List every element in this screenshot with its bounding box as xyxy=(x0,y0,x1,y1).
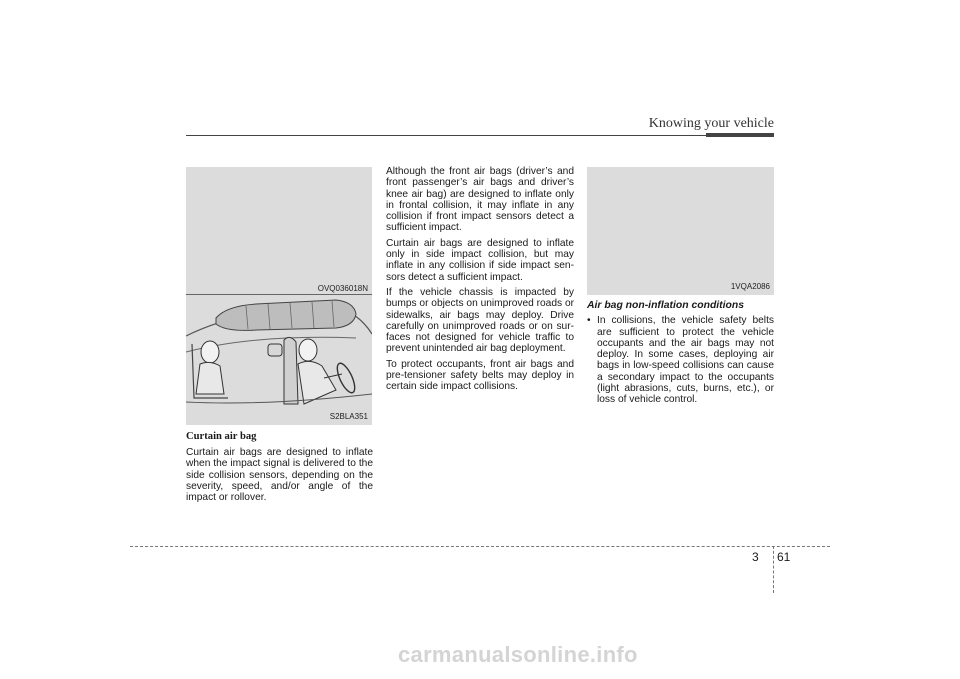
figure-code-bottom: S2BLA351 xyxy=(329,412,368,421)
watermark: carmanualsonline.info xyxy=(398,642,638,667)
paragraph-protect-occupants: To protect occupants, front air bags and pre-tensioner safety belts may deploy in certain side impact collisions. xyxy=(386,358,574,393)
bullet-icon: • xyxy=(587,315,591,327)
subheading-non-inflation: Air bag non-inflation conditions xyxy=(587,300,744,311)
page-number: 61 xyxy=(777,550,791,564)
figure-code-top: OVQ036018N xyxy=(317,284,368,293)
footer-rule xyxy=(130,546,830,547)
footer-page-divider xyxy=(773,546,774,593)
curtain-airbag-illustration xyxy=(186,294,372,425)
left-column xyxy=(186,431,373,507)
paragraph-curtain-airbags: Curtain air bags are designed to inflate only in side impact collision, but may inflate in any collision if side impact sen-sors detect a sufficient impact. xyxy=(386,237,574,283)
list-item xyxy=(587,315,774,405)
right-column xyxy=(587,300,774,406)
figure-code-right: 1VQA2086 xyxy=(730,282,770,291)
paragraph-front-airbags: Although the front air bags (driver’s and front passenger’s air bags and driver’s knee air bag) are designed to inflate only in frontal collision, it may inflate in any collision if front impact sensors detect a sufficient impact. xyxy=(386,166,574,234)
curtain-airbag-paragraph: Curtain air bags are designed to inflate when the impact signal is delivered to the side collision sensors, depending on the severity, speed, and/or angle of the impact or rollover. xyxy=(186,447,373,504)
header-rule-accent xyxy=(706,133,774,137)
curtain-airbag-figure xyxy=(186,167,372,425)
section-heading-curtain-airbag: Curtain air bag xyxy=(186,431,257,442)
middle-column xyxy=(386,166,574,397)
non-inflation-figure xyxy=(587,167,774,295)
page-header-title: Knowing your vehicle xyxy=(648,116,774,131)
chapter-number: 3 xyxy=(752,550,759,564)
header-rule xyxy=(186,135,706,136)
paragraph-chassis-impact: If the vehicle chassis is impacted by bumps or objects on unimproved roads or sidewalks, air bags may deploy. Drive carefully on unimproved roads or on sur-faces not designed for vehicle traffic to prevent unintended air bag deployment. xyxy=(386,286,575,355)
list-item-text: In collisions, the vehicle safety belts are sufficient to protect the vehicle occupants and the air bags may not deploy. In some cases, deploying air bags in low-speed collisions can cause a secondary impact to the occupants (light abrasions, cuts, burns, etc.), or loss of vehicle control. xyxy=(597,315,774,406)
